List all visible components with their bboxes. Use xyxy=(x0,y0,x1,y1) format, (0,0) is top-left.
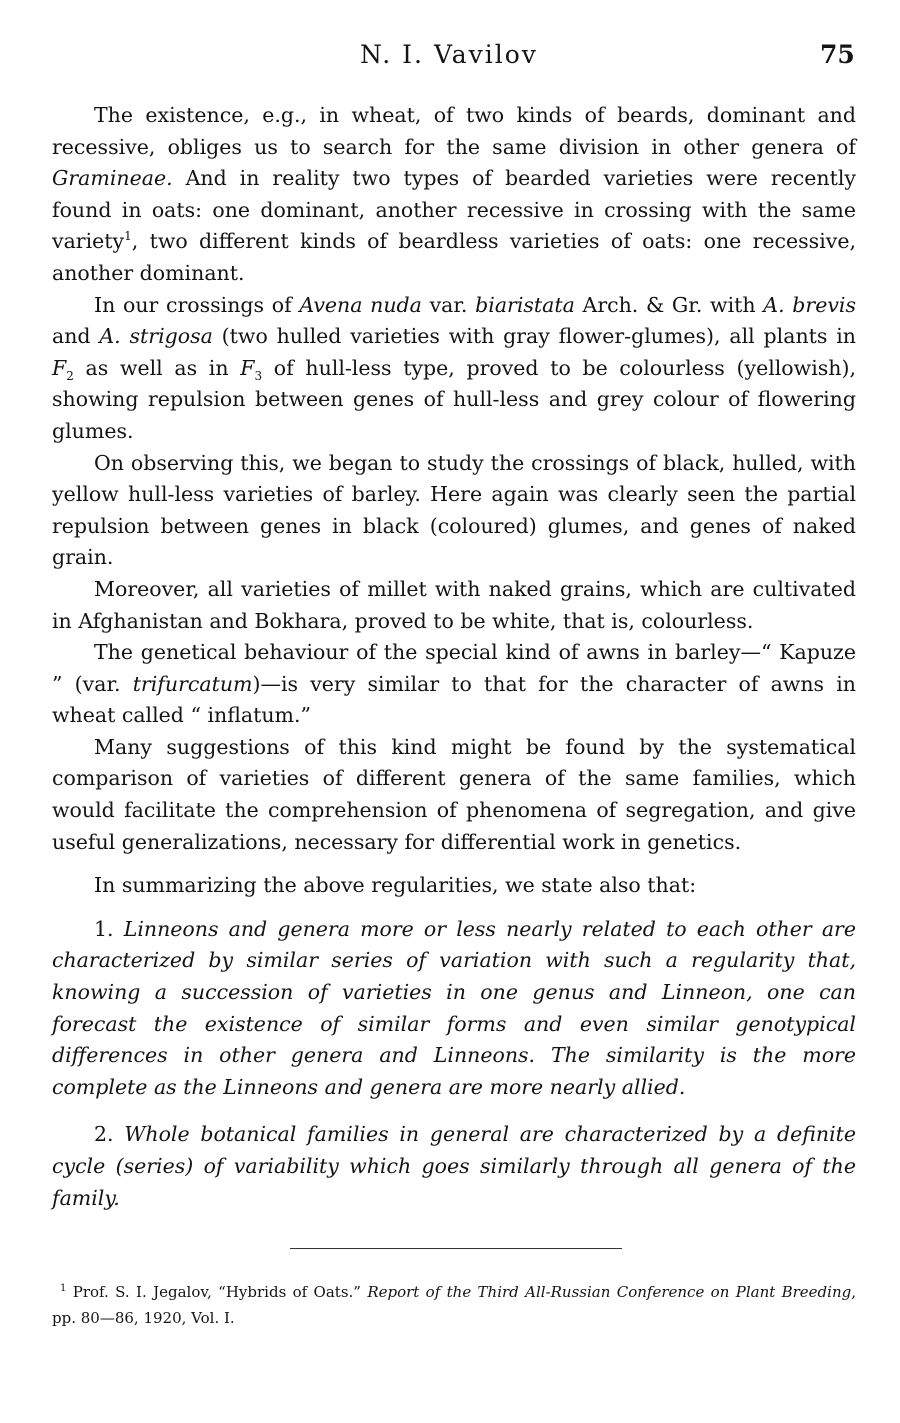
paragraph-text: The genetical behaviour of the special kind of awns in barley—“ Kapuze ” (var. xyxy=(52,640,856,696)
paragraph-avena xyxy=(52,290,856,448)
species-name: Avena nuda xyxy=(299,292,422,317)
footnote-source: Report of the Third All-Russian Conference on Plant Breeding xyxy=(367,1283,852,1301)
species-name: A. brevis xyxy=(763,292,856,317)
paragraph-summary: In summarizing the above regularities, we state also that: xyxy=(94,873,697,898)
generation-subscript: 2 xyxy=(66,368,74,383)
law-one xyxy=(52,914,856,1104)
paragraph-text: as well as in xyxy=(73,355,241,380)
paragraph-text: The existence, e.g., in wheat, of two kinds of beards, dominant and recessive, obliges us to search for the same division in other genera of xyxy=(52,103,856,159)
footnote-text: , pp. 80—86, 1920, Vol. I. xyxy=(52,1283,857,1327)
law-number: 1. xyxy=(94,916,114,941)
paragraph-text: var. xyxy=(421,292,476,317)
paragraph-text: Arch. & Gr. with xyxy=(574,292,764,317)
footnote-divider xyxy=(290,1248,622,1249)
paragraph-text: (two hulled varieties with gray flower-glumes), all plants in xyxy=(212,324,856,349)
paragraph-awns xyxy=(52,637,856,732)
paragraph-text: of hull-less type, proved to be colourless (yellowish), showing repulsion between genes of hull-less and grey colour of flowering glumes. xyxy=(52,355,856,443)
paragraph-text: , two different kinds of beardless varieties of oats: one recessive, another dominant. xyxy=(52,229,856,285)
species-name: A. strigosa xyxy=(99,324,213,349)
footnote xyxy=(52,1276,856,1331)
variety-name: trifurcatum xyxy=(132,671,253,696)
paragraph-barley: On observing this, we began to study the crossings of black, hulled, with yellow hull-less varieties of barley. Here again was clearly seen the partial repulsion between genes in black (coloured) glumes, and genes of naked grain. xyxy=(52,450,856,570)
law-number: 2. xyxy=(94,1122,114,1147)
paragraph-millet: Moreover, all varieties of millet with naked grains, which are cultivated in Afghanistan and Bokhara, proved to be white, that is, colourless. xyxy=(52,576,856,633)
law-text: Whole botanical families in general are characterized by a definite cycle (series) of variability which goes similarly through all genera of the family. xyxy=(52,1122,856,1210)
generation-subscript: 3 xyxy=(254,368,263,383)
taxon-name: Gramineae. xyxy=(52,166,173,191)
paragraph-text: and xyxy=(52,324,100,349)
law-two xyxy=(52,1119,856,1214)
footnote-text: Prof. S. I. Jegalov, “Hybrids of Oats.” xyxy=(66,1283,368,1301)
footnote-number: 1 xyxy=(60,1283,67,1294)
page-number: 75 xyxy=(820,40,855,69)
paragraph-text: And in reality two types of bearded varieties were recently found in oats: one dominant, another recessive in crossing with the same variety xyxy=(52,166,856,254)
law-text: Linneons and genera more or less nearly related to each other are characterized by similar series of variation with such a regularity that, knowing a succession of varieties in one genus and Linneon, one can forecast the existence of similar forms and even similar genotypical differences in other genera and Linneons. The similarity is the more complete as the Linneons and genera are more nearly allied. xyxy=(52,916,856,1099)
paragraph-beards xyxy=(52,100,856,290)
generation-symbol: F xyxy=(52,355,67,380)
paragraph-text: In our crossings of xyxy=(94,292,300,317)
body-text xyxy=(52,100,856,1214)
author-name: N. I. Vavilov xyxy=(360,40,538,69)
paragraph-suggestions: Many suggestions of this kind might be found by the systematical comparison of varieties of different genera of the same families, which would facilitate the comprehension of phenomena of segregation, and give useful generalizations, necessary for differential work in genetics. xyxy=(52,734,856,854)
footnote-marker: 1 xyxy=(124,229,132,244)
paragraph-text: )—is very similar to that for the character of awns in wheat called “ inflatum.” xyxy=(52,671,856,728)
variety-name: biaristata xyxy=(475,292,575,317)
running-head xyxy=(0,40,900,74)
generation-symbol: F xyxy=(240,355,255,380)
